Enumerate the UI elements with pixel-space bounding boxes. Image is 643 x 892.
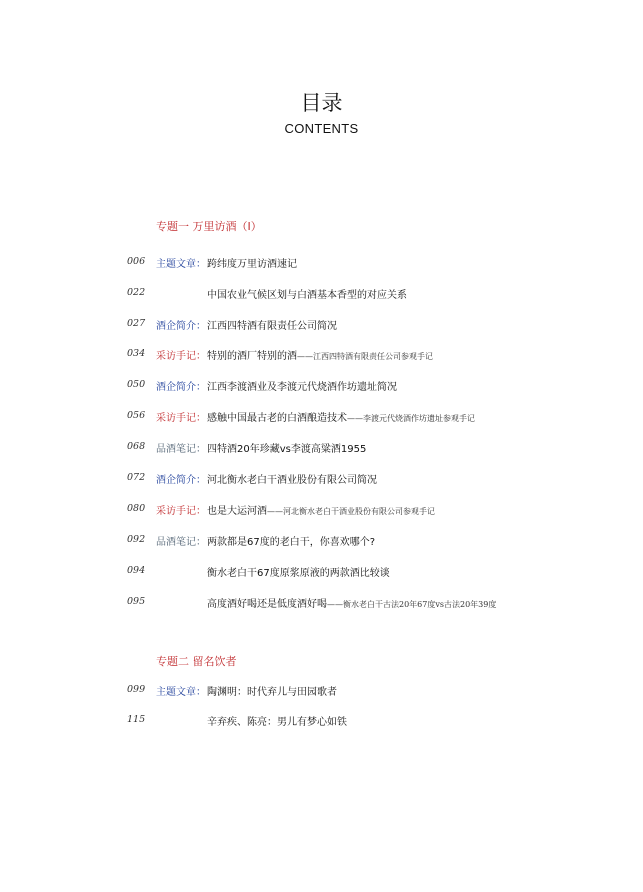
category-label: 酒企简介： — [156, 382, 206, 393]
page-subtitle: CONTENTS — [284, 121, 359, 136]
category-label: 品酒笔记： — [156, 444, 206, 455]
category-label: 主题文章： — [156, 259, 206, 270]
toc-entry[interactable] — [0, 286, 643, 302]
section-heading: 专题二 留名饮者 — [156, 655, 237, 668]
entry-title — [207, 255, 297, 270]
entry-title-text: 高度酒好喝还是低度酒好喝 — [207, 599, 327, 610]
entry-title — [207, 564, 390, 579]
entry-note: ——李渡元代烧酒作坊遗址参观手记 — [347, 414, 475, 423]
entry-title-text: 衡水老白干67度原浆原液的两款酒比较谈 — [207, 568, 390, 579]
page-number: 050 — [127, 379, 146, 390]
category-label: 采访手记： — [156, 506, 206, 517]
toc-entry[interactable] — [0, 378, 643, 394]
entry-title — [207, 440, 366, 455]
toc-entry[interactable] — [0, 533, 643, 549]
page-number: 099 — [127, 684, 146, 695]
page-title: 目录 — [300, 91, 343, 115]
toc-entry[interactable] — [0, 683, 643, 699]
category-label: 主题文章： — [156, 687, 206, 698]
entry-title-text: 辛弃疾、陈亮：男儿有梦心如铁 — [207, 717, 347, 728]
page-number: 092 — [127, 534, 146, 545]
toc-entry[interactable] — [0, 255, 643, 271]
page-number: 056 — [127, 410, 146, 421]
entry-title-text: 两款都是67度的老白干，你喜欢哪个? — [207, 537, 376, 548]
page-number: 095 — [127, 596, 146, 607]
entry-title-text: 也是大运河酒 — [207, 506, 267, 517]
category-label: 酒企简介： — [156, 321, 206, 332]
entry-title — [207, 347, 433, 362]
toc-entry[interactable] — [0, 713, 643, 729]
entry-title-text: 河北衡水老白干酒业股份有限公司简况 — [207, 475, 377, 486]
entry-title-text: 特别的酒厂特别的酒 — [207, 351, 297, 362]
entry-title — [207, 533, 375, 548]
entry-title — [207, 502, 435, 517]
entry-title — [207, 713, 347, 728]
toc-entry[interactable] — [0, 564, 643, 580]
page-number: 115 — [127, 714, 146, 725]
entry-title-text: 中国农业气候区划与白酒基本香型的对应关系 — [207, 290, 407, 301]
category-label: 采访手记： — [156, 413, 206, 424]
entry-title — [207, 409, 475, 424]
entry-note: ——衡水老白干古法20年67度vs古法20年39度 — [327, 600, 497, 609]
entry-title — [207, 317, 337, 332]
page-number: 068 — [127, 441, 146, 452]
entry-title-text: 感触中国最古老的白酒酿造技术 — [207, 413, 347, 424]
entry-title — [207, 286, 407, 301]
entry-title-text: 江西李渡酒业及李渡元代烧酒作坊遗址简况 — [207, 382, 397, 393]
page-number: 027 — [127, 318, 146, 329]
entry-title — [207, 378, 397, 393]
toc-entry[interactable] — [0, 502, 643, 518]
entry-note: ——河北衡水老白干酒业股份有限公司参观手记 — [267, 507, 435, 516]
category-label: 酒企简介： — [156, 475, 206, 486]
entry-title-text: 江西四特酒有限责任公司简况 — [207, 321, 337, 332]
toc-entry[interactable] — [0, 317, 643, 333]
page-number: 094 — [127, 565, 146, 576]
page-number: 034 — [127, 348, 146, 359]
entry-note: ——江西四特酒有限责任公司参观手记 — [297, 352, 433, 361]
entry-title — [207, 595, 496, 610]
entry-title-text: 跨纬度万里访酒速记 — [207, 259, 297, 270]
entry-title — [207, 683, 337, 698]
toc-entry[interactable] — [0, 409, 643, 425]
toc-entry[interactable] — [0, 347, 643, 363]
category-label: 采访手记： — [156, 351, 206, 362]
page-number: 006 — [127, 256, 146, 267]
entry-title — [207, 471, 377, 486]
page-number: 080 — [127, 503, 146, 514]
entry-title-text: 四特酒20年珍藏vs李渡高粱酒1955 — [207, 444, 367, 455]
section-heading: 专题一 万里访酒（Ⅰ） — [156, 220, 262, 233]
toc-entry[interactable] — [0, 471, 643, 487]
page-number: 072 — [127, 472, 146, 483]
category-label: 品酒笔记： — [156, 537, 206, 548]
toc-entry[interactable] — [0, 440, 643, 456]
toc-entry[interactable] — [0, 595, 643, 611]
page-number: 022 — [127, 287, 146, 298]
entry-title-text: 陶渊明：时代弃儿与田园歌者 — [207, 687, 337, 698]
